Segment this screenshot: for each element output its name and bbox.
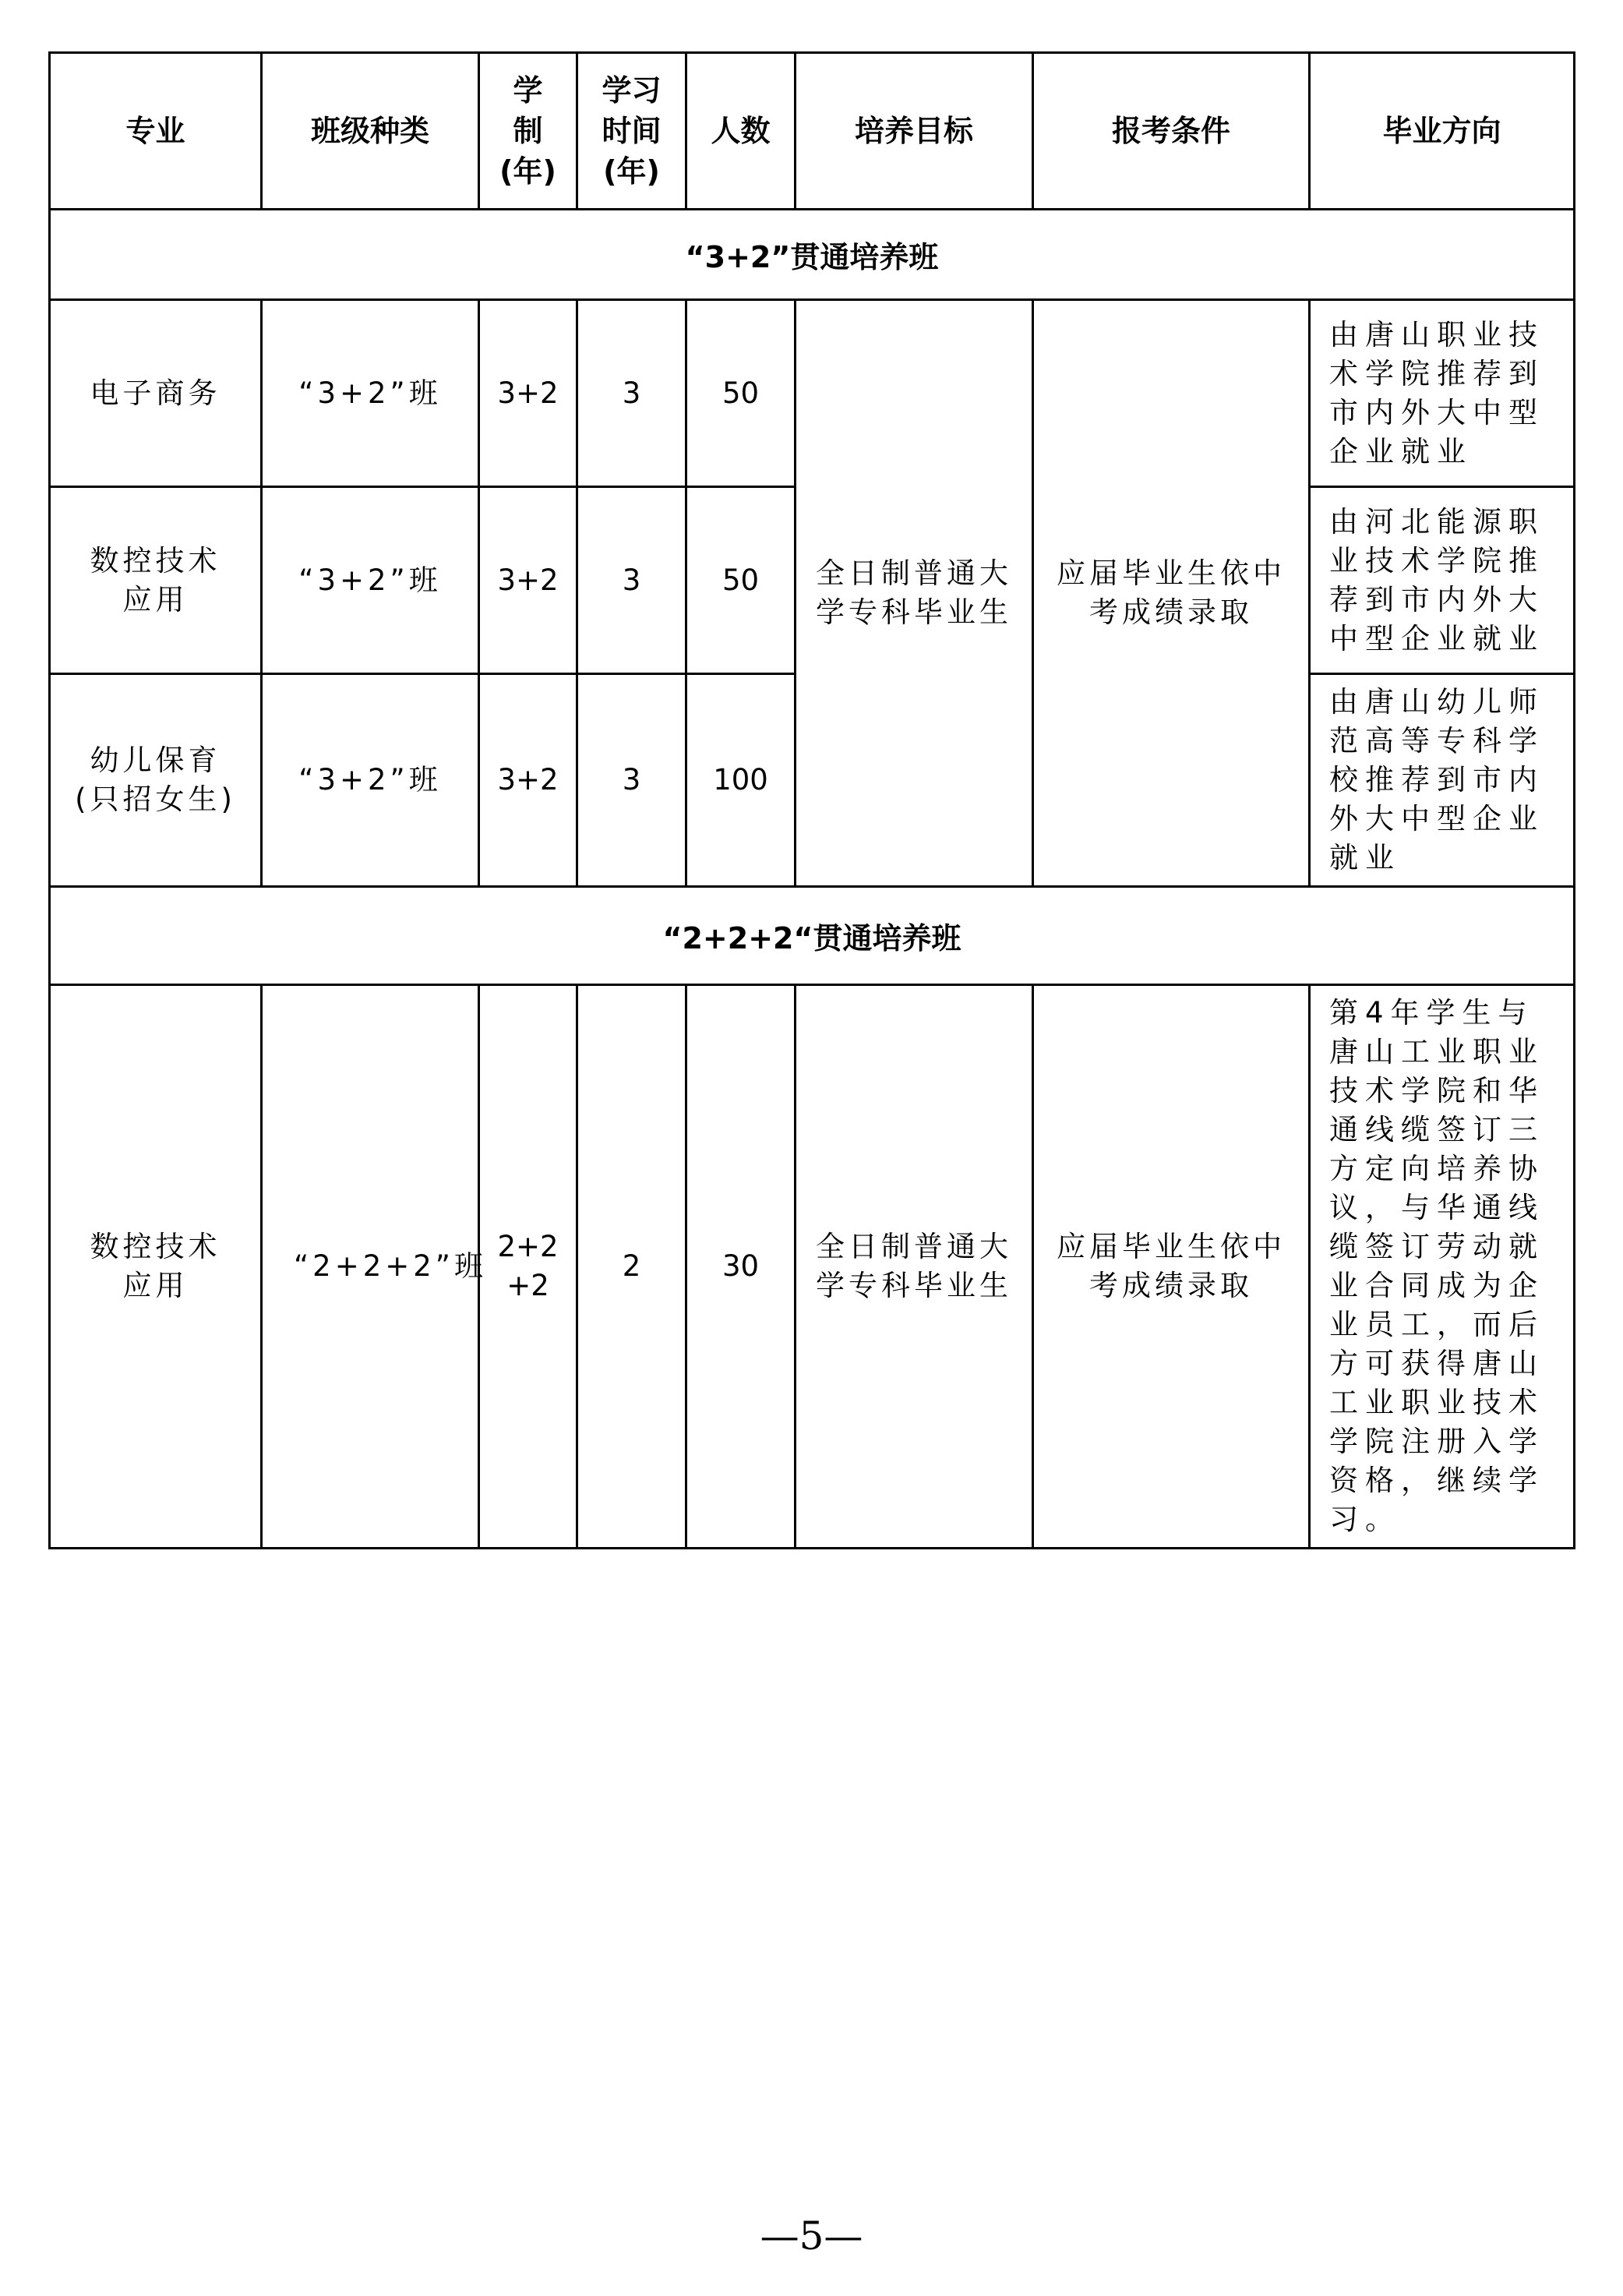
study-time-cell: 3 — [577, 300, 686, 487]
table-row — [50, 300, 1575, 487]
table-row — [50, 985, 1575, 1549]
header-count: 人数 — [686, 53, 796, 210]
section-row — [50, 210, 1575, 300]
goal-text: 全日制普通大学专科毕业生 — [816, 556, 1012, 629]
class-type-cell: “3+2”班 — [262, 300, 479, 487]
header-class-type: 班级种类 — [262, 53, 479, 210]
requirement-text: 应届毕业生依中考成绩录取 — [1057, 556, 1286, 629]
major-cell: 数控技术应用 — [50, 487, 262, 674]
direction-cell: 由唐山职业技术学院推荐到市内外大中型企业就业 — [1310, 300, 1575, 487]
system-cell: 3+2 — [479, 487, 577, 674]
section-title: “2+2+2“贯通培养班 — [50, 887, 1575, 985]
major-cell: 数控技术应用 — [50, 985, 262, 1549]
section-row — [50, 887, 1575, 985]
study-time-cell: 3 — [577, 487, 686, 674]
direction-cell: 第4年学生与唐山工业职业技术学院和华通线缆签订三方定向培养协议，与华通线缆签订劳动就业合同成为企业员工，而后方可获得唐山工业职业技术学院注册入学资格，继续学习。 — [1310, 985, 1575, 1549]
header-row — [50, 53, 1575, 210]
major-cell: 幼儿保育(只招女生) — [50, 674, 262, 887]
system-cell: 2+2+2 — [479, 985, 577, 1549]
enrollment-table — [48, 51, 1575, 1549]
class-type-cell: “2+2+2”班 — [262, 985, 479, 1549]
header-major: 专业 — [50, 53, 262, 210]
count-cell: 30 — [686, 985, 796, 1549]
requirement-cell — [1033, 300, 1310, 887]
header-study-time: 学习 时间 (年) — [577, 53, 686, 210]
class-type-cell: “3+2”班 — [262, 487, 479, 674]
direction-cell: 由唐山幼儿师范高等专科学校推荐到市内外大中型企业就业 — [1310, 674, 1575, 887]
count-cell: 50 — [686, 487, 796, 674]
section-title: “3+2”贯通培养班 — [50, 210, 1575, 300]
goal-cell — [796, 300, 1033, 887]
header-goal: 培养目标 — [796, 53, 1033, 210]
header-system: 学 制 (年) — [479, 53, 577, 210]
major-cell: 电子商务 — [50, 300, 262, 487]
class-type-cell: “3+2”班 — [262, 674, 479, 887]
study-time-cell: 3 — [577, 674, 686, 887]
direction-cell: 由河北能源职业技术学院推荐到市内外大中型企业就业 — [1310, 487, 1575, 674]
header-requirement: 报考条件 — [1033, 53, 1310, 210]
page-number: —5— — [760, 2213, 863, 2259]
header-direction: 毕业方向 — [1310, 53, 1575, 210]
count-cell: 50 — [686, 300, 796, 487]
study-time-cell: 2 — [577, 985, 686, 1549]
system-cell: 3+2 — [479, 674, 577, 887]
system-cell: 3+2 — [479, 300, 577, 487]
requirement-cell: 应届毕业生依中考成绩录取 — [1033, 985, 1310, 1549]
goal-cell: 全日制普通大学专科毕业生 — [796, 985, 1033, 1549]
count-cell: 100 — [686, 674, 796, 887]
